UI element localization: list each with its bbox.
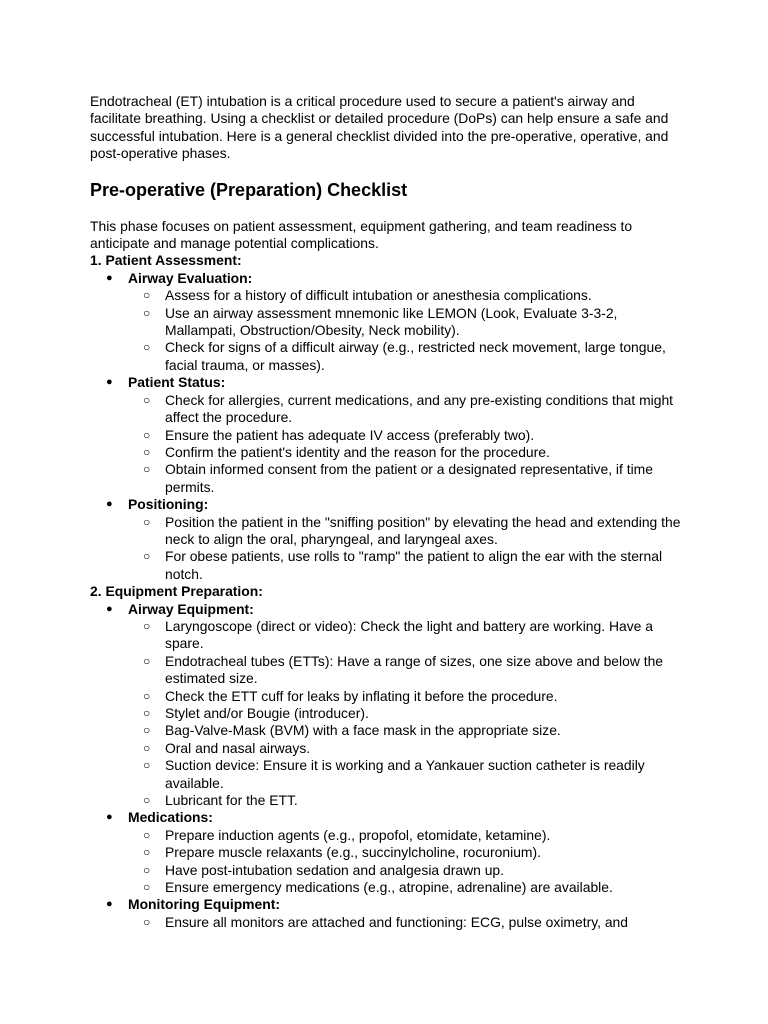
item-list xyxy=(128,914,682,931)
list-item-text: Confirm the patient's identity and the reason for the procedure. xyxy=(165,443,550,460)
item-list xyxy=(128,287,682,374)
item-list xyxy=(128,514,682,584)
group-list xyxy=(90,601,682,932)
list-item xyxy=(143,426,682,444)
circle-bullet-icon: ○ xyxy=(143,723,151,738)
list-item xyxy=(143,548,682,583)
disc-bullet-icon: ● xyxy=(106,271,113,284)
list-item-text: Position the patient in the "sniffing position" by elevating the head and extending the neck to align the oral, pharyngeal, and laryngeal axes. xyxy=(165,513,681,547)
group-title: Positioning: xyxy=(128,496,209,513)
list-item-text: Oral and nasal airways. xyxy=(165,739,311,756)
list-item xyxy=(143,304,682,340)
list-item-text: Check for signs of a difficult airway (e.g., restricted neck movement, large tongue, facial trauma, or masses). xyxy=(165,339,666,373)
list-item-text: Prepare induction agents (e.g., propofol, etomidate, ketamine). xyxy=(165,826,551,843)
circle-bullet-icon: ○ xyxy=(143,688,151,703)
list-item xyxy=(143,792,682,809)
circle-bullet-icon: ○ xyxy=(143,427,151,442)
list-item-text: Ensure the patient has adequate IV access (preferably two). xyxy=(165,426,535,443)
list-item-text: Suction device: Ensure it is working and a Yankauer suction catheter is readily available. xyxy=(165,757,645,791)
circle-bullet-icon: ○ xyxy=(143,549,151,564)
circle-bullet-icon: ○ xyxy=(143,392,151,407)
checklist-section xyxy=(90,252,682,583)
group-item xyxy=(106,809,682,896)
document-page xyxy=(90,93,682,931)
list-item xyxy=(143,739,682,757)
list-item-text: Obtain informed consent from the patient or a designated representative, if time permits. xyxy=(165,461,653,495)
section-title: 2. Equipment Preparation: xyxy=(90,583,263,600)
list-item-text: Ensure all monitors are attached and functioning: ECG, pulse oximetry, and xyxy=(165,913,629,930)
circle-bullet-icon: ○ xyxy=(143,845,151,860)
list-item-text: Have post-intubation sedation and analgesia drawn up. xyxy=(165,861,505,878)
list-item xyxy=(143,391,682,427)
circle-bullet-icon: ○ xyxy=(143,618,151,633)
list-item xyxy=(143,861,682,879)
group-title: Monitoring Equipment: xyxy=(128,896,280,913)
checklist xyxy=(90,252,682,931)
item-list xyxy=(128,618,682,809)
list-item-text: Ensure emergency medications (e.g., atropine, adrenaline) are available. xyxy=(165,879,613,896)
disc-bullet-icon: ● xyxy=(106,898,113,911)
group-title: Medications: xyxy=(128,809,213,826)
list-item-text: Endotracheal tubes (ETTs): Have a range of sizes, one size above and below the estimated size. xyxy=(165,652,664,687)
list-item xyxy=(143,461,682,496)
list-item xyxy=(143,443,682,461)
list-item xyxy=(143,705,682,722)
list-item-text: Bag-Valve-Mask (BVM) with a face mask in the appropriate size. xyxy=(165,722,561,739)
circle-bullet-icon: ○ xyxy=(143,914,151,929)
list-item-text: Assess for a history of difficult intubation or anesthesia complications. xyxy=(165,287,592,304)
item-list xyxy=(128,827,682,897)
group-title: Airway Evaluation: xyxy=(128,269,253,286)
circle-bullet-icon: ○ xyxy=(143,653,151,668)
list-item-text: Check the ETT cuff for leaks by inflating it before the procedure. xyxy=(165,687,558,704)
intro-paragraph: Endotracheal (ET) intubation is a critical procedure used to secure a patient's airway and facilitate breathing. Using a checklist or detailed procedure (DoPs) can help ensure a safe and successful intubation. Here is a general checklist divided into the pre-operative, operative, and post-operative phases. xyxy=(90,93,669,162)
disc-bullet-icon: ● xyxy=(106,498,113,511)
phase-description: This phase focuses on patient assessment, equipment gathering, and team readiness to anticipate and manage potential complications. xyxy=(90,217,633,252)
disc-bullet-icon: ● xyxy=(106,602,113,615)
list-item-text: Stylet and/or Bougie (introducer). xyxy=(165,705,369,721)
list-item xyxy=(143,513,682,549)
list-item xyxy=(143,879,682,896)
list-item-text: For obese patients, use rolls to "ramp" the patient to align the ear with the sternal notch. xyxy=(165,548,663,582)
section-title: 1. Patient Assessment: xyxy=(90,252,242,269)
disc-bullet-icon: ● xyxy=(106,811,113,824)
list-item xyxy=(143,287,682,304)
circle-bullet-icon: ○ xyxy=(143,340,151,355)
checklist-section xyxy=(90,583,682,931)
list-item-text: Laryngoscope (direct or video): Check the light and battery are working. Have a spare. xyxy=(165,617,653,652)
list-item xyxy=(143,617,682,653)
circle-bullet-icon: ○ xyxy=(143,305,151,320)
list-item xyxy=(143,339,682,374)
list-item xyxy=(143,826,682,844)
section-heading: Pre-operative (Preparation) Checklist xyxy=(90,179,408,200)
circle-bullet-icon: ○ xyxy=(143,462,151,477)
item-list xyxy=(128,392,682,496)
circle-bullet-icon: ○ xyxy=(143,827,151,842)
group-item xyxy=(106,269,682,374)
list-item xyxy=(143,844,682,861)
circle-bullet-icon: ○ xyxy=(143,288,151,303)
list-item xyxy=(143,652,682,688)
list-item xyxy=(143,913,682,931)
group-title: Patient Status: xyxy=(128,374,226,391)
list-item-text: Check for allergies, current medications, and any pre-existing conditions that might affect the procedure. xyxy=(165,391,674,426)
disc-bullet-icon: ● xyxy=(106,376,113,389)
circle-bullet-icon: ○ xyxy=(143,880,151,895)
list-item xyxy=(143,722,682,739)
group-list xyxy=(90,270,682,583)
group-title: Airway Equipment: xyxy=(128,600,254,617)
list-item-text: Prepare muscle relaxants (e.g., succinylcholine, rocuronium). xyxy=(165,844,541,861)
circle-bullet-icon: ○ xyxy=(143,862,151,877)
circle-bullet-icon: ○ xyxy=(143,706,151,720)
circle-bullet-icon: ○ xyxy=(143,758,151,773)
group-item xyxy=(106,496,682,583)
circle-bullet-icon: ○ xyxy=(143,740,151,755)
group-item xyxy=(106,374,682,496)
list-item-text: Lubricant for the ETT. xyxy=(165,792,298,809)
group-item xyxy=(106,600,682,810)
circle-bullet-icon: ○ xyxy=(143,793,151,808)
group-item xyxy=(106,896,682,931)
list-item xyxy=(143,757,682,792)
circle-bullet-icon: ○ xyxy=(143,514,151,529)
list-item xyxy=(143,687,682,705)
circle-bullet-icon: ○ xyxy=(143,444,151,459)
list-item-text: Use an airway assessment mnemonic like LEMON (Look, Evaluate 3-3-2, Mallampati, Obstruction/Obesity, Neck mobility). xyxy=(165,304,618,339)
